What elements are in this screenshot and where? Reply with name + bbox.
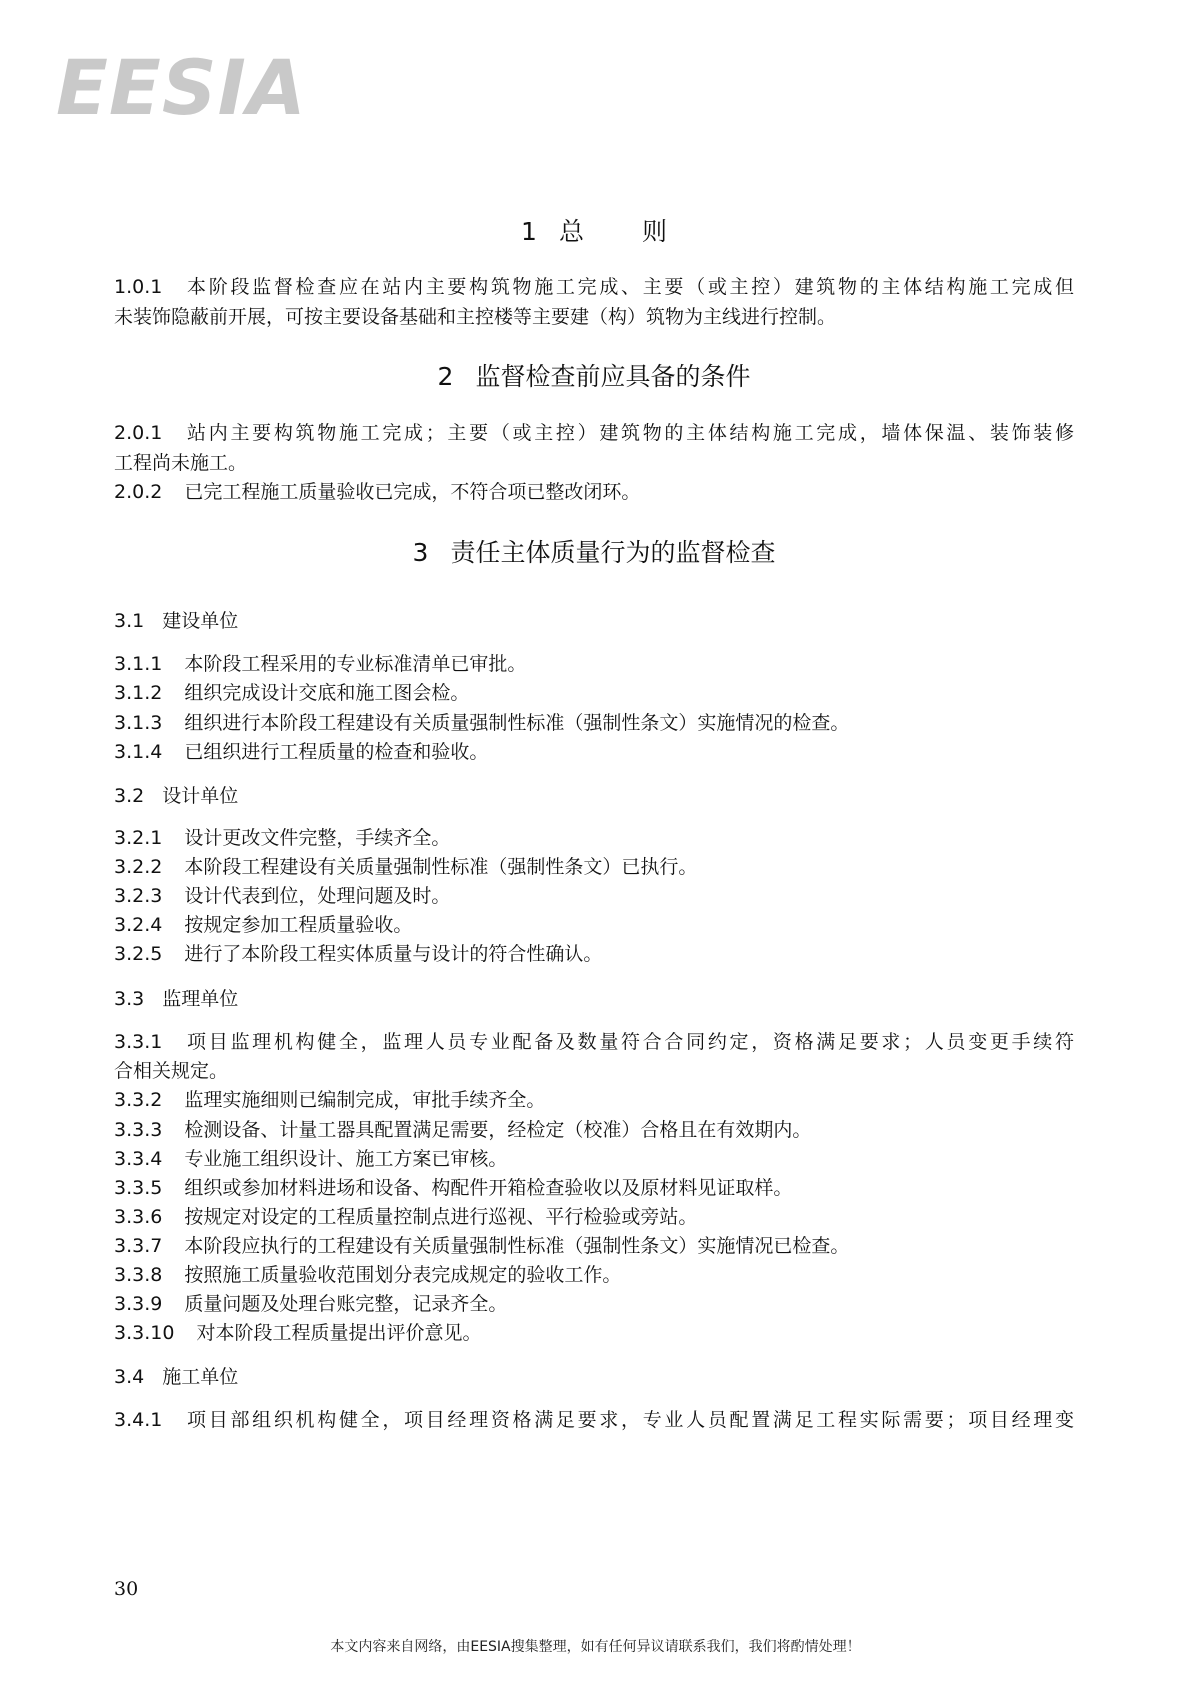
clause-2-0-1-line-2: 工程尚未施工。 bbox=[114, 452, 248, 474]
clause-text: 项目部组织机构健全，项目经理资格满足要求，专业人员配置满足工程实际需要；项目经理变 bbox=[184, 1409, 1074, 1431]
eesia-logo: EESIA bbox=[56, 43, 307, 132]
clause-number: 3.2.1 bbox=[114, 827, 163, 849]
section-number: 1 bbox=[521, 217, 537, 246]
subsection-title: 监理单位 bbox=[162, 988, 239, 1010]
clause-number: 3.3.9 bbox=[114, 1293, 163, 1315]
subsection-number: 3.2 bbox=[114, 785, 145, 807]
clause-number: 3.2.5 bbox=[114, 943, 163, 965]
section-title-part-1: 总 bbox=[558, 217, 584, 246]
clause-number: 2.0.1 bbox=[114, 422, 163, 444]
clause-number: 3.3.6 bbox=[114, 1206, 163, 1228]
clause-text: 质量问题及处理台账完整，记录齐全。 bbox=[184, 1293, 508, 1315]
clause-number: 3.1.2 bbox=[114, 682, 163, 704]
clause-3-1-4 bbox=[114, 743, 1074, 762]
clause-number: 3.4.1 bbox=[114, 1409, 163, 1431]
clause-text: 检测设备、计量工器具配置满足需要，经检定（校准）合格且在有效期内。 bbox=[184, 1119, 812, 1141]
clause-text: 本阶段应执行的工程建设有关质量强制性标准（强制性条文）实施情况已检查。 bbox=[184, 1235, 850, 1257]
clause-text: 组织完成设计交底和施工图会检。 bbox=[184, 682, 470, 704]
clause-text: 组织或参加材料进场和设备、构配件开箱检查验收以及原材料见证取样。 bbox=[184, 1177, 793, 1199]
clause-3-1-1 bbox=[114, 655, 1074, 674]
section-title: 监督检查前应具备的条件 bbox=[475, 362, 751, 391]
subsection-number: 3.1 bbox=[114, 610, 145, 632]
clause-text: 本阶段监督检查应在站内主要构筑物施工完成、主要（或主控）建筑物的主体结构施工完成但 bbox=[184, 276, 1074, 298]
clause-3-3-8 bbox=[114, 1266, 1074, 1285]
clause-text: 对本阶段工程质量提出评价意见。 bbox=[196, 1322, 482, 1344]
subsection-number: 3.3 bbox=[114, 988, 145, 1010]
clause-3-1-3 bbox=[114, 714, 1074, 733]
section-title: 责任主体质量行为的监督检查 bbox=[450, 538, 776, 567]
section-title-part-2: 则 bbox=[641, 217, 667, 246]
clause-text: 监理实施细则已编制完成，审批手续齐全。 bbox=[184, 1089, 546, 1111]
clause-3-3-3 bbox=[114, 1121, 1074, 1140]
clause-number: 3.3.7 bbox=[114, 1235, 163, 1257]
clause-number: 3.2.4 bbox=[114, 914, 163, 936]
section-2-heading bbox=[114, 364, 1074, 389]
subsection-title: 施工单位 bbox=[162, 1366, 239, 1388]
clause-number: 3.1.1 bbox=[114, 653, 163, 675]
clause-number: 3.3.1 bbox=[114, 1031, 163, 1053]
clause-3-3-2 bbox=[114, 1091, 1074, 1110]
clause-number: 3.3.4 bbox=[114, 1148, 163, 1170]
clause-number: 3.2.2 bbox=[114, 856, 163, 878]
section-number: 3 bbox=[412, 538, 429, 567]
subsection-3-1-heading bbox=[114, 612, 238, 631]
clause-1-0-1-line-2: 未装饰隐蔽前开展，可按主要设备基础和主控楼等主要建（构）筑物为主线进行控制。 bbox=[114, 306, 837, 328]
subsection-title: 设计单位 bbox=[162, 785, 239, 807]
clause-text: 本阶段工程采用的专业标准清单已审批。 bbox=[184, 653, 527, 675]
clause-3-4-1-line-1 bbox=[114, 1411, 1074, 1430]
clause-text: 按规定对设定的工程质量控制点进行巡视、平行检验或旁站。 bbox=[184, 1206, 698, 1228]
clause-3-2-3 bbox=[114, 887, 1074, 906]
clause-number: 3.3.5 bbox=[114, 1177, 163, 1199]
clause-3-2-1 bbox=[114, 829, 1074, 848]
clause-text: 组织进行本阶段工程建设有关质量强制性标准（强制性条文）实施情况的检查。 bbox=[184, 712, 850, 734]
clause-2-0-2 bbox=[114, 483, 1074, 502]
clause-text: 设计更改文件完整，手续齐全。 bbox=[184, 827, 451, 849]
clause-number: 3.3.2 bbox=[114, 1089, 163, 1111]
clause-3-3-1-line-1 bbox=[114, 1033, 1074, 1052]
section-number: 2 bbox=[437, 362, 454, 391]
clause-3-3-9 bbox=[114, 1295, 1074, 1314]
clause-text: 按规定参加工程质量验收。 bbox=[184, 914, 413, 936]
clause-3-3-4 bbox=[114, 1150, 1074, 1169]
clause-number: 3.3.3 bbox=[114, 1119, 163, 1141]
clause-1-0-1-line-1 bbox=[114, 278, 1074, 297]
clause-number: 2.0.2 bbox=[114, 481, 163, 503]
clause-3-2-5 bbox=[114, 945, 1074, 964]
subsection-number: 3.4 bbox=[114, 1366, 145, 1388]
clause-text: 设计代表到位，处理问题及时。 bbox=[184, 885, 451, 907]
clause-2-0-1-line-1 bbox=[114, 424, 1074, 443]
subsection-title: 建设单位 bbox=[162, 610, 239, 632]
page-number: 30 bbox=[114, 1578, 139, 1600]
clause-text: 专业施工组织设计、施工方案已审核。 bbox=[184, 1148, 508, 1170]
clause-number: 1.0.1 bbox=[114, 276, 163, 298]
subsection-3-4-heading bbox=[114, 1368, 238, 1387]
clause-number: 3.3.10 bbox=[114, 1322, 175, 1344]
clause-number: 3.3.8 bbox=[114, 1264, 163, 1286]
clause-3-3-5 bbox=[114, 1179, 1074, 1198]
clause-number: 3.1.3 bbox=[114, 712, 163, 734]
clause-text: 已完工程施工质量验收已完成，不符合项已整改闭环。 bbox=[184, 481, 641, 503]
clause-number: 3.2.3 bbox=[114, 885, 163, 907]
clause-number: 3.1.4 bbox=[114, 741, 163, 763]
clause-3-2-4 bbox=[114, 916, 1074, 935]
footer-disclaimer: 本文内容来自网络，由EESIA搜集整理，如有任何异议请联系我们，我们将酌情处理！ bbox=[330, 1639, 861, 1655]
clause-3-3-7 bbox=[114, 1237, 1074, 1256]
clause-3-3-10 bbox=[114, 1324, 1074, 1343]
clause-text: 项目监理机构健全，监理人员专业配备及数量符合合同约定，资格满足要求；人员变更手续符 bbox=[184, 1031, 1074, 1053]
section-3-heading bbox=[114, 540, 1074, 565]
clause-text: 按照施工质量验收范围划分表完成规定的验收工作。 bbox=[184, 1264, 622, 1286]
clause-3-3-1-line-2: 合相关规定。 bbox=[114, 1060, 229, 1082]
subsection-3-3-heading bbox=[114, 990, 238, 1009]
clause-3-3-6 bbox=[114, 1208, 1074, 1227]
clause-text: 站内主要构筑物施工完成；主要（或主控）建筑物的主体结构施工完成，墙体保温、装饰装修 bbox=[184, 422, 1074, 444]
clause-3-2-2 bbox=[114, 858, 1074, 877]
clause-text: 本阶段工程建设有关质量强制性标准（强制性条文）已执行。 bbox=[184, 856, 698, 878]
clause-3-1-2 bbox=[114, 684, 1074, 703]
subsection-3-2-heading bbox=[114, 787, 238, 806]
section-1-heading bbox=[114, 219, 1074, 244]
clause-text: 已组织进行工程质量的检查和验收。 bbox=[184, 741, 489, 763]
clause-text: 进行了本阶段工程实体质量与设计的符合性确认。 bbox=[184, 943, 603, 965]
